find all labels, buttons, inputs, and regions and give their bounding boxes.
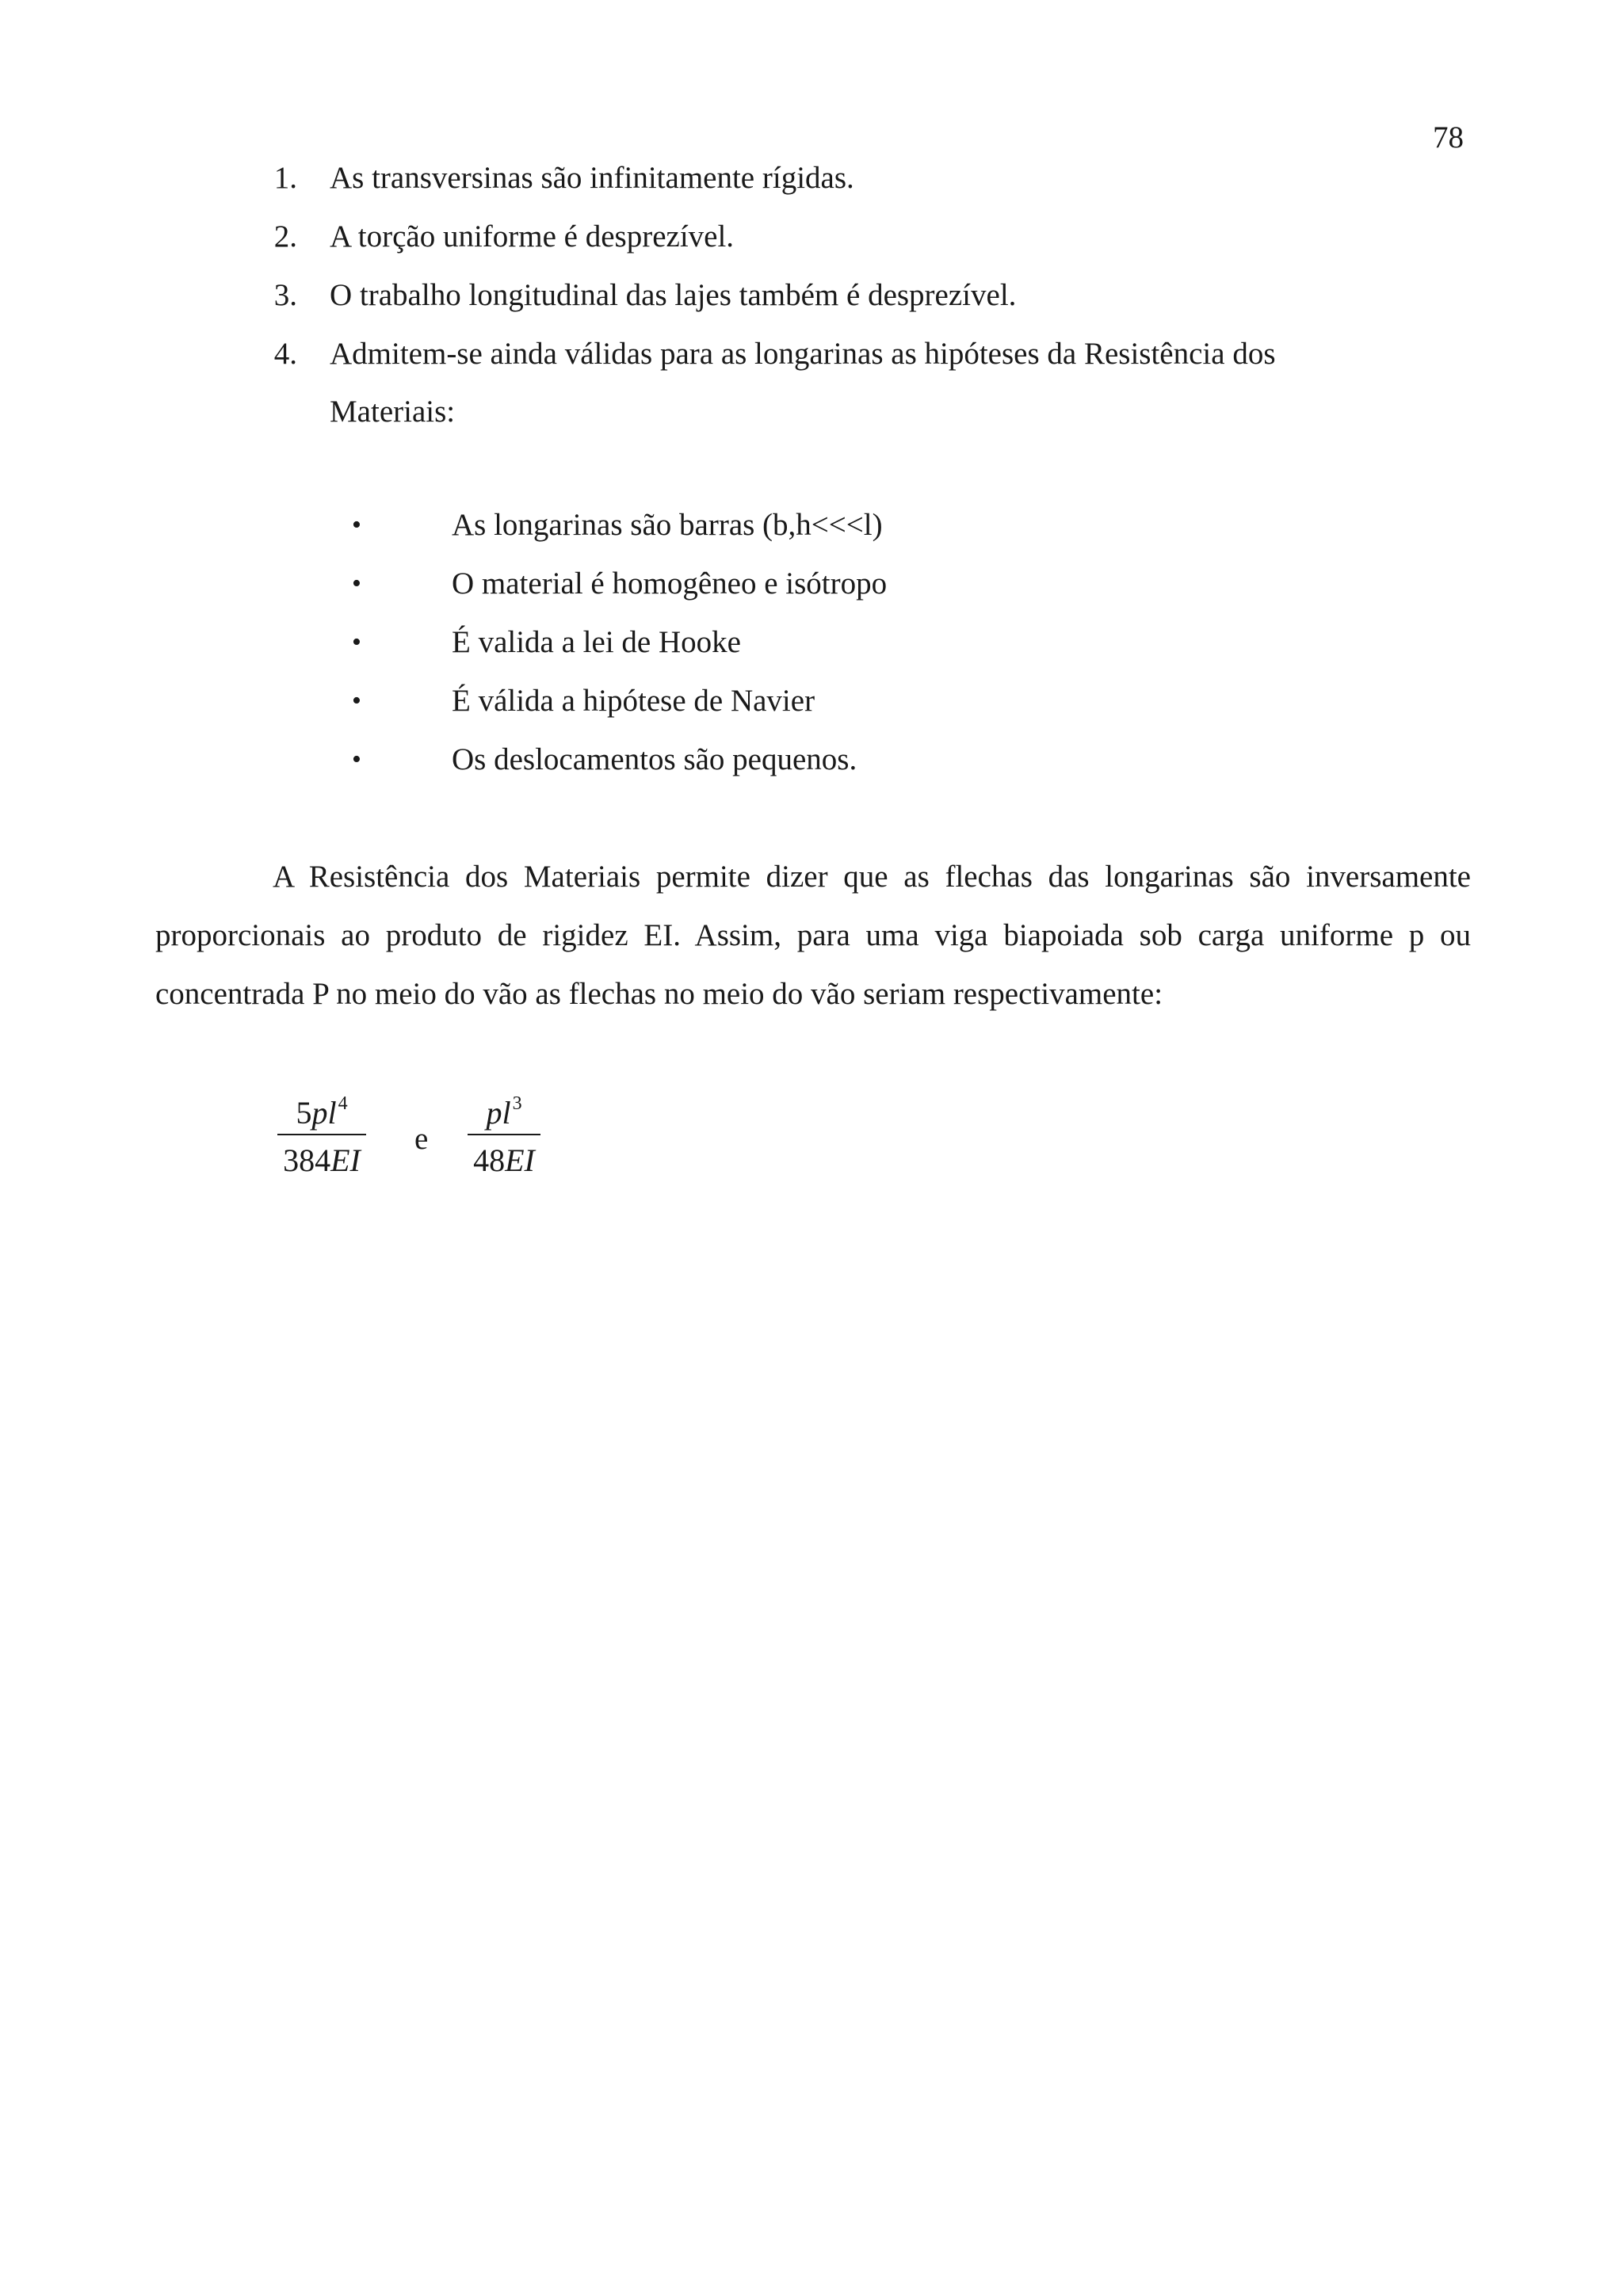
formula-denominator-number: 48 [473, 1142, 506, 1178]
paragraph-line: proporcionais ao produto de rigidez EI. Assim, para uma viga biapoiada sob carga uniforme p ou [155, 918, 1471, 952]
formula-exponent: 3 [512, 1093, 522, 1114]
bullet-text: O material é homogêneo e isótropo [452, 566, 888, 601]
formula-denominator-variable: EI [330, 1142, 361, 1178]
list-item-number: 2. [273, 219, 297, 254]
bullet-icon: • [352, 627, 361, 657]
formula-variable: pl [311, 1095, 337, 1131]
formula-denominator [277, 1135, 366, 1177]
formula-variable: pl [486, 1095, 511, 1131]
bullet-icon: • [352, 569, 361, 598]
formula-coefficient: 5 [296, 1095, 312, 1131]
formula-uniform-load [277, 1093, 366, 1178]
list-item-text: A torção uniforme é desprezível. [330, 219, 735, 254]
page-number: 78 [1433, 120, 1464, 154]
formula-denominator-variable: EI [505, 1142, 535, 1178]
formula-denominator-number: 384 [283, 1142, 331, 1178]
list-item-text: Admitem-se ainda válidas para as longarinas as hipóteses da Resistência dos [330, 337, 1276, 371]
formula-denominator [468, 1135, 540, 1177]
paragraph-line: concentrada P no meio do vão as flechas no meio do vão seriam respectivamente: [155, 977, 1163, 1011]
formula-connector: e [414, 1122, 429, 1156]
bullet-icon: • [352, 510, 361, 540]
formula-exponent: 4 [338, 1093, 348, 1114]
formula-numerator [277, 1093, 366, 1134]
bullet-text: É válida a hipótese de Navier [452, 684, 815, 718]
list-item-number: 4. [273, 337, 297, 371]
bullet-icon: • [352, 686, 361, 715]
bullet-text: As longarinas são barras (b,h<<<l) [452, 508, 883, 542]
list-item-number: 3. [273, 278, 297, 312]
bullet-icon: • [352, 745, 361, 774]
bullet-text: Os deslocamentos são pequenos. [452, 742, 857, 776]
list-item-text: As transversinas são infinitamente rígidas. [330, 161, 854, 195]
list-item-continuation: Materiais: [330, 395, 456, 429]
list-item-text: O trabalho longitudinal das lajes também é desprezível. [330, 278, 1017, 312]
list-item-number: 1. [273, 161, 297, 195]
paragraph-line: A Resistência dos Materiais permite dizer que as flechas das longarinas são inversamente [273, 860, 1471, 894]
formula-concentrated-load [468, 1093, 540, 1178]
bullet-text: É valida a lei de Hooke [452, 625, 741, 659]
formula-numerator [468, 1093, 540, 1134]
